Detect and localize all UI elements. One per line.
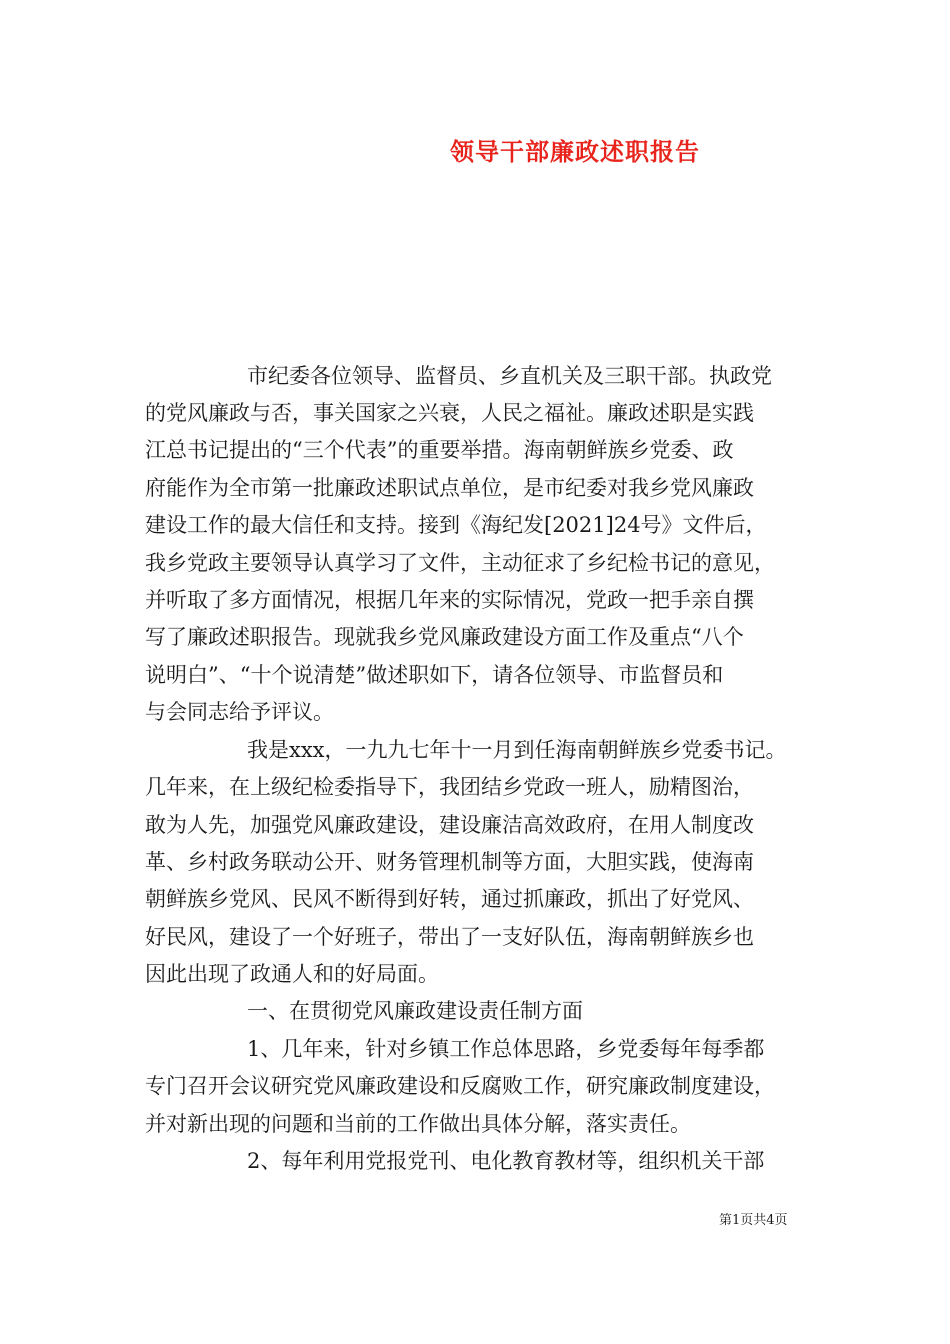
paragraph-line: 朝鲜族乡党风、民风不断得到好转，通过抓廉政，抓出了好党风、 (145, 887, 754, 911)
paragraph-line: 市纪委各位领导、监督员、乡直机关及三职干部。执政党 (247, 364, 772, 388)
paragraph-line: 建设工作的最大信任和支持。接到《海纪发[2021]24号》文件后， (145, 513, 767, 537)
paragraph-line: 并对新出现的问题和当前的工作做出具体分解，落实责任。 (145, 1112, 691, 1136)
paragraph-line: 2、每年利用党报党刊、电化教育教材等，组织机关干部 (247, 1149, 765, 1173)
paragraph-line: 的党风廉政与否，事关国家之兴衰，人民之福祉。廉政述职是实践 (145, 401, 754, 425)
paragraph-line: 写了廉政述职报告。现就我乡党风廉政建设方面工作及重点“八个 (145, 625, 744, 649)
paragraph-line: 说明白”、“十个说清楚”做述职如下，请各位领导、市监督员和 (145, 663, 724, 687)
paragraph-line: 1、几年来，针对乡镇工作总体思路，乡党委每年每季都 (247, 1037, 765, 1061)
paragraph-line: 与会同志给予评议。 (145, 700, 334, 724)
paragraph-line: 因此出现了政通人和的好局面。 (145, 962, 439, 986)
document-title: 领导干部廉政述职报告 (450, 137, 700, 166)
section-heading: 一、在贯彻党风廉政建设责任制方面 (247, 999, 583, 1023)
paragraph-line: 敢为人先，加强党风廉政建设，建设廉洁高效政府，在用人制度改 (145, 813, 754, 837)
paragraph-line: 我乡党政主要领导认真学习了文件，主动征求了乡纪检书记的意见， (145, 551, 775, 575)
page-number: 第1页共4页 (719, 1213, 788, 1228)
paragraph-line: 革、乡村政务联动公开、财务管理机制等方面，大胆实践，使海南 (145, 850, 754, 874)
paragraph-line: 好民风，建设了一个好班子，带出了一支好队伍，海南朝鲜族乡也 (145, 925, 754, 949)
paragraph-line: 几年来，在上级纪检委指导下，我团结乡党政一班人，励精图治， (145, 775, 754, 799)
paragraph-line: 江总书记提出的“三个代表”的重要举措。海南朝鲜族乡党委、政 (145, 438, 734, 462)
paragraph-line: 府能作为全市第一批廉政述职试点单位，是市纪委对我乡党风廉政 (145, 476, 754, 500)
paragraph-line: 并听取了多方面情况，根据几年来的实际情况，党政一把手亲自撰 (145, 588, 754, 612)
paragraph-line: 专门召开会议研究党风廉政建设和反腐败工作，研究廉政制度建设， (145, 1074, 775, 1098)
paragraph-line: 我是xxx，一九九七年十一月到任海南朝鲜族乡党委书记。 (247, 738, 787, 762)
